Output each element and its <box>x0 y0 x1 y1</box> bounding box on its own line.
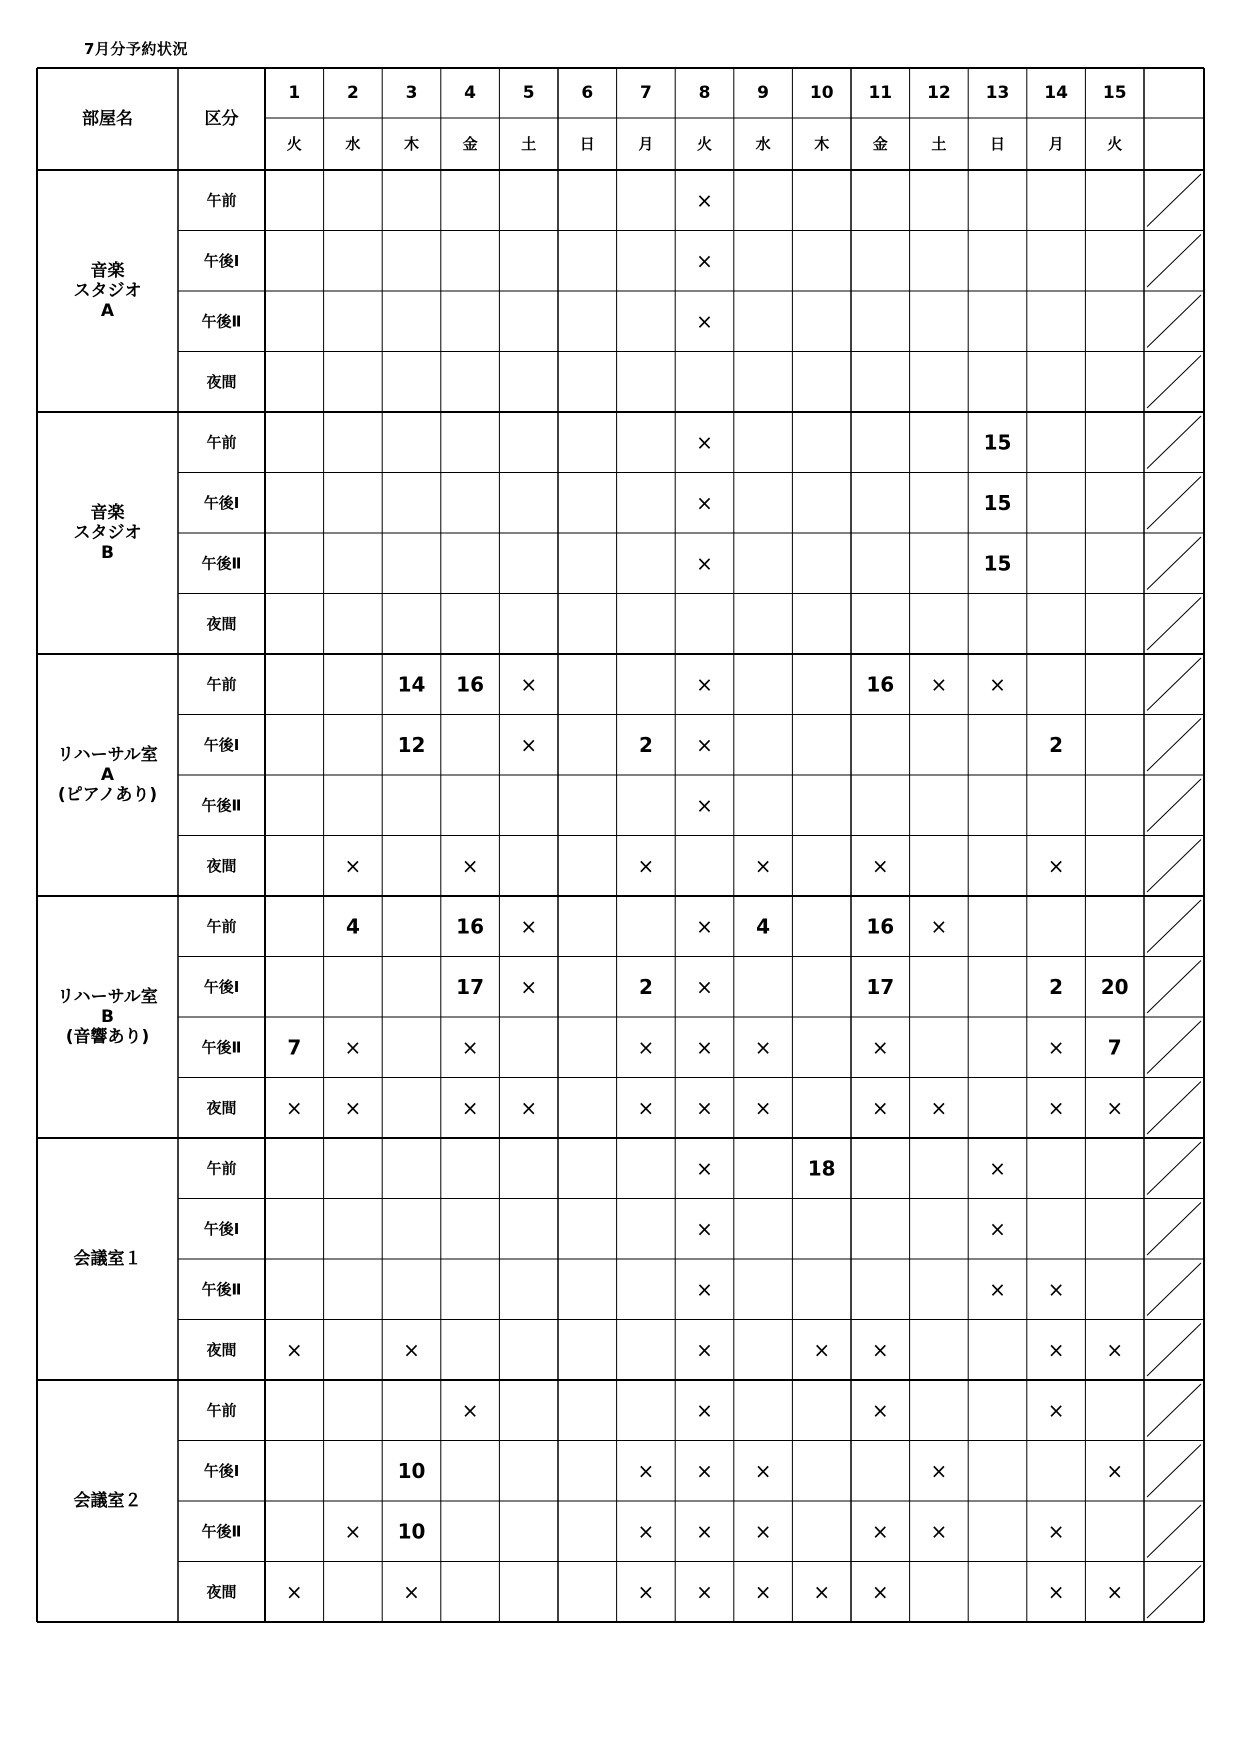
unavailable-mark: × <box>696 974 713 999</box>
unavailable-mark: × <box>871 1579 889 1604</box>
room-name: (ピアノあり) <box>57 785 158 805</box>
unused-cell-diagonal <box>1147 1263 1201 1316</box>
reservation-count: 18 <box>807 1156 836 1181</box>
unused-cell-diagonal <box>1147 235 1201 288</box>
day-number: 1 <box>288 83 301 103</box>
table-grid-lines <box>37 68 1204 1622</box>
slot-label: 午後Ⅰ <box>203 1219 240 1238</box>
unavailable-mark: × <box>1047 1519 1065 1544</box>
weekday-label: 月 <box>1048 135 1064 153</box>
slot-label: 午後Ⅰ <box>203 977 240 996</box>
unavailable-mark: × <box>696 551 713 576</box>
weekday-label: 日 <box>989 135 1006 153</box>
unavailable-mark: × <box>520 974 538 999</box>
unavailable-mark: × <box>696 732 713 757</box>
unavailable-mark: × <box>403 1579 420 1604</box>
unavailable-mark: × <box>1106 1095 1124 1120</box>
unavailable-mark: × <box>696 188 713 213</box>
slot-label: 午前 <box>206 1159 237 1178</box>
unavailable-mark: × <box>637 853 655 878</box>
reservation-count: 15 <box>983 490 1012 515</box>
unused-cell-diagonal <box>1147 719 1201 772</box>
unavailable-mark: × <box>696 793 713 818</box>
weekday-label: 火 <box>1107 135 1123 153</box>
unavailable-mark: × <box>344 1519 362 1544</box>
reservation-count: 20 <box>1100 974 1129 999</box>
day-number: 3 <box>405 83 418 103</box>
slot-label: 午後Ⅱ <box>201 796 242 815</box>
unavailable-mark: × <box>696 672 713 697</box>
slot-label: 午後Ⅰ <box>203 493 240 512</box>
unavailable-mark: × <box>930 1519 948 1544</box>
unavailable-mark: × <box>696 1095 713 1120</box>
unused-cell-diagonal <box>1147 1384 1201 1437</box>
unavailable-mark: × <box>696 1035 713 1060</box>
day-number: 14 <box>1044 83 1068 103</box>
room-name: リハーサル室 <box>57 745 158 765</box>
slot-label: 午後Ⅰ <box>203 735 240 754</box>
unused-cell-diagonal <box>1147 658 1201 711</box>
unavailable-mark: × <box>344 1035 362 1060</box>
day-number: 11 <box>868 83 893 103</box>
weekday-label: 月 <box>638 135 654 153</box>
unused-cell-diagonal <box>1147 598 1201 651</box>
slot-label: 午後Ⅱ <box>201 1522 242 1541</box>
unavailable-mark: × <box>1047 853 1065 878</box>
day-number: 10 <box>809 83 834 103</box>
unavailable-mark: × <box>520 672 538 697</box>
reservation-count: 17 <box>866 974 895 999</box>
slot-label: 夜間 <box>206 614 237 633</box>
unavailable-mark: × <box>285 1337 303 1362</box>
weekday-label: 土 <box>521 135 537 153</box>
unused-cell-diagonal <box>1147 1566 1201 1619</box>
slot-label: 午前 <box>206 917 237 936</box>
unavailable-mark: × <box>637 1095 655 1120</box>
weekday-label: 金 <box>872 135 888 153</box>
unavailable-mark: × <box>989 1156 1006 1181</box>
unavailable-mark: × <box>754 853 772 878</box>
room-name: A <box>100 765 115 785</box>
slot-label: 夜間 <box>206 1340 237 1359</box>
room-name: 会議室１ <box>73 1249 142 1269</box>
unavailable-mark: × <box>871 1337 889 1362</box>
unused-cell-diagonal <box>1147 477 1201 530</box>
reservation-count: 17 <box>456 974 485 999</box>
reservation-count: 15 <box>983 430 1012 455</box>
weekday-label: 木 <box>403 135 420 153</box>
unused-cell-diagonal <box>1147 1203 1201 1256</box>
weekday-label: 土 <box>931 135 947 153</box>
day-number: 9 <box>757 83 770 103</box>
slot-label: 夜間 <box>206 1098 237 1117</box>
unavailable-mark: × <box>930 1095 948 1120</box>
unused-cell-diagonal <box>1147 1324 1201 1377</box>
reservation-count: 14 <box>397 672 426 697</box>
day-number: 7 <box>639 83 652 103</box>
unavailable-mark: × <box>285 1579 303 1604</box>
day-number: 8 <box>698 83 711 103</box>
unavailable-mark: × <box>989 672 1006 697</box>
reservation-count: 2 <box>1049 732 1064 757</box>
unavailable-mark: × <box>461 1398 479 1423</box>
unavailable-mark: × <box>520 914 538 939</box>
unavailable-mark: × <box>696 1458 713 1483</box>
room-name: A <box>100 301 115 321</box>
day-number: 6 <box>581 83 594 103</box>
room-name: B <box>101 543 114 563</box>
unavailable-mark: × <box>1047 1095 1065 1120</box>
reservation-count: 12 <box>397 732 426 757</box>
unavailable-mark: × <box>813 1337 831 1362</box>
unavailable-mark: × <box>1047 1579 1065 1604</box>
slot-label: 午後Ⅱ <box>201 1038 242 1057</box>
unavailable-mark: × <box>344 853 362 878</box>
unavailable-mark: × <box>930 672 948 697</box>
unavailable-mark: × <box>696 1519 713 1544</box>
room-name: スタジオ <box>73 523 142 543</box>
document-title: 7月分予約状況 <box>84 40 188 58</box>
reservation-count: 16 <box>456 914 485 939</box>
day-number: 4 <box>464 83 477 103</box>
slot-label: 午後Ⅱ <box>201 312 242 331</box>
day-number: 2 <box>346 83 359 103</box>
unavailable-mark: × <box>1106 1458 1124 1483</box>
weekday-label: 金 <box>462 135 478 153</box>
unavailable-mark: × <box>754 1458 772 1483</box>
unavailable-mark: × <box>813 1579 831 1604</box>
unavailable-mark: × <box>696 1579 713 1604</box>
unavailable-mark: × <box>1047 1035 1065 1060</box>
unavailable-mark: × <box>696 1156 713 1181</box>
unavailable-mark: × <box>696 1337 713 1362</box>
unavailable-mark: × <box>1106 1337 1124 1362</box>
unused-cell-diagonal <box>1147 1021 1201 1074</box>
reservation-count: 16 <box>866 672 895 697</box>
unavailable-mark: × <box>461 1035 479 1060</box>
reservation-count: 2 <box>1049 974 1064 999</box>
unavailable-mark: × <box>696 1277 713 1302</box>
slot-label: 夜間 <box>206 372 237 391</box>
unavailable-mark: × <box>344 1095 362 1120</box>
unavailable-mark: × <box>871 853 889 878</box>
unused-cell-diagonal <box>1147 356 1201 409</box>
slot-column-header: 区分 <box>204 109 239 129</box>
unavailable-mark: × <box>696 248 713 273</box>
slot-label: 午前 <box>206 1401 237 1420</box>
reservation-count: 4 <box>756 914 771 939</box>
weekday-label: 水 <box>755 135 771 153</box>
weekday-label: 日 <box>579 135 595 153</box>
unused-cell-diagonal <box>1147 1445 1201 1498</box>
unused-cell-diagonal <box>1147 900 1201 953</box>
unused-cell-diagonal <box>1147 961 1201 1014</box>
unavailable-mark: × <box>754 1095 772 1120</box>
room-name: リハーサル室 <box>57 987 158 1007</box>
unused-cell-diagonal <box>1147 779 1201 832</box>
unused-cell-diagonal <box>1147 1505 1201 1558</box>
unavailable-mark: × <box>520 1095 538 1120</box>
unavailable-mark: × <box>989 1277 1006 1302</box>
unavailable-mark: × <box>637 1519 655 1544</box>
unavailable-mark: × <box>930 1458 948 1483</box>
unavailable-mark: × <box>696 914 713 939</box>
unavailable-mark: × <box>871 1095 889 1120</box>
unused-cell-diagonal <box>1147 840 1201 893</box>
reservation-count: 16 <box>456 672 485 697</box>
reservation-count: 4 <box>345 914 360 939</box>
day-number: 12 <box>927 83 951 103</box>
room-name: 音楽 <box>90 503 125 523</box>
slot-label: 夜間 <box>206 1582 237 1601</box>
weekday-label: 火 <box>696 135 713 153</box>
unavailable-mark: × <box>930 914 948 939</box>
weekday-label: 木 <box>814 135 830 153</box>
unavailable-mark: × <box>461 1095 479 1120</box>
unavailable-mark: × <box>637 1579 655 1604</box>
unused-cell-diagonal <box>1147 295 1201 348</box>
reservation-count: 10 <box>397 1519 426 1544</box>
unavailable-mark: × <box>871 1519 889 1544</box>
unavailable-mark: × <box>1047 1337 1065 1362</box>
room-name: B <box>101 1007 114 1027</box>
unavailable-mark: × <box>285 1095 303 1120</box>
unavailable-mark: × <box>1106 1579 1124 1604</box>
slot-label: 午前 <box>206 433 237 452</box>
unavailable-mark: × <box>461 853 479 878</box>
unavailable-mark: × <box>637 1458 655 1483</box>
weekday-label: 火 <box>286 135 302 153</box>
unavailable-mark: × <box>637 1035 655 1060</box>
reservation-count: 15 <box>983 551 1012 576</box>
unused-cell-diagonal <box>1147 174 1201 227</box>
unavailable-mark: × <box>696 1398 713 1423</box>
unavailable-mark: × <box>696 490 713 515</box>
reservation-count: 2 <box>638 732 653 757</box>
room-name: 音楽 <box>90 261 125 281</box>
unused-cell-diagonal <box>1147 416 1201 469</box>
slot-label: 午後Ⅱ <box>201 1280 242 1299</box>
unavailable-mark: × <box>1047 1277 1065 1302</box>
unavailable-mark: × <box>696 1216 713 1241</box>
room-column-header: 部屋名 <box>82 109 133 129</box>
unused-cell-diagonal <box>1147 1082 1201 1135</box>
reservation-count: 7 <box>1107 1035 1122 1060</box>
reservation-count: 10 <box>397 1458 426 1483</box>
unavailable-mark: × <box>871 1035 889 1060</box>
unavailable-mark: × <box>754 1035 772 1060</box>
unavailable-mark: × <box>403 1337 420 1362</box>
day-number: 15 <box>1102 83 1127 103</box>
room-name: (音響あり) <box>65 1027 150 1047</box>
unavailable-mark: × <box>696 430 713 455</box>
slot-label: 午前 <box>206 191 237 210</box>
reservation-count: 16 <box>866 914 895 939</box>
reservation-count: 2 <box>638 974 653 999</box>
unavailable-mark: × <box>520 732 538 757</box>
day-number: 5 <box>522 83 535 103</box>
unavailable-mark: × <box>989 1216 1006 1241</box>
slot-label: 午前 <box>206 675 237 694</box>
slot-label: 午後Ⅰ <box>203 251 240 270</box>
slot-label: 夜間 <box>206 856 237 875</box>
room-name: スタジオ <box>73 281 142 301</box>
reservation-count: 7 <box>287 1035 302 1060</box>
unavailable-mark: × <box>1047 1398 1065 1423</box>
room-name: 会議室２ <box>73 1491 142 1511</box>
day-number: 13 <box>985 83 1010 103</box>
unused-cell-diagonal <box>1147 537 1201 590</box>
unavailable-mark: × <box>754 1519 772 1544</box>
weekday-label: 水 <box>345 135 361 153</box>
unavailable-mark: × <box>696 309 713 334</box>
slot-label: 午後Ⅰ <box>203 1461 240 1480</box>
unused-cell-diagonal <box>1147 1142 1201 1195</box>
slot-label: 午後Ⅱ <box>201 554 242 573</box>
unavailable-mark: × <box>754 1579 772 1604</box>
unavailable-mark: × <box>871 1398 889 1423</box>
